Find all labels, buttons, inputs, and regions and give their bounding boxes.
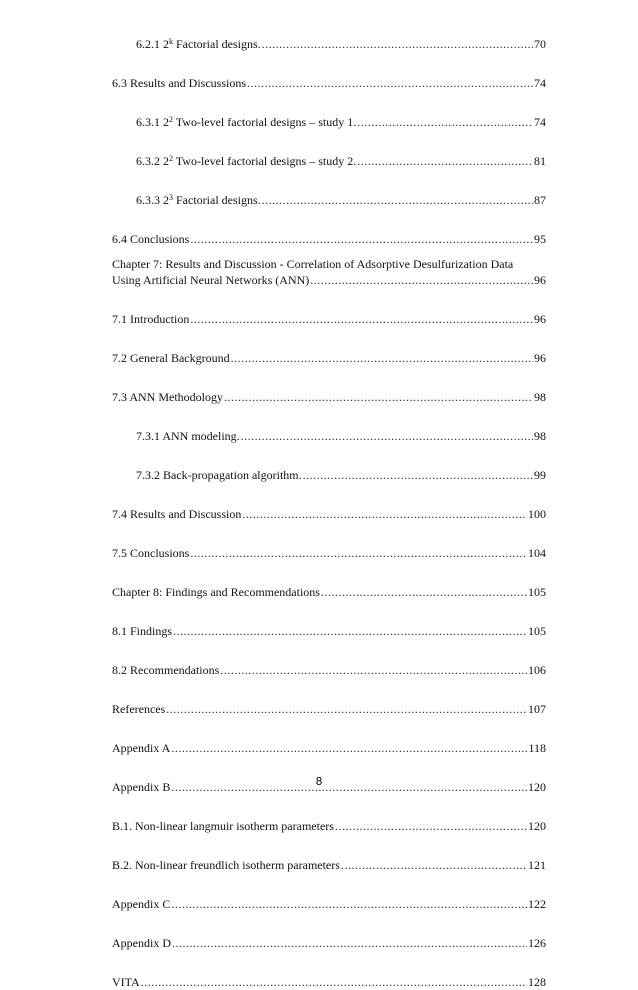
toc-entry[interactable] (112, 350, 546, 366)
dot-leader (241, 428, 533, 444)
dot-leader (190, 231, 533, 247)
dot-leader (172, 935, 527, 951)
toc-entry[interactable] (112, 153, 546, 169)
dot-leader (310, 272, 533, 288)
toc-entry[interactable] (112, 584, 546, 600)
toc-entry-title: 6.3 Results and Discussions (112, 76, 247, 90)
toc-entry-page: 104 (528, 546, 546, 560)
dot-leader (224, 389, 533, 405)
dot-leader (335, 818, 527, 834)
toc-entry-title: 7.4 Results and Discussion (112, 507, 242, 521)
dot-leader (242, 506, 527, 522)
toc-entry-title: B.2. Non-linear freundlich isotherm parameters (112, 858, 340, 872)
toc-entry[interactable] (112, 36, 546, 52)
toc-entry[interactable] (112, 467, 546, 483)
toc-entry[interactable] (112, 75, 546, 91)
toc-entry-page: 107 (528, 702, 546, 716)
dot-leader (357, 153, 533, 169)
toc-entry-page: 81 (534, 154, 546, 168)
dot-leader (190, 311, 533, 327)
toc-entry-page: 96 (534, 273, 546, 287)
toc-entry-number: 6.3.3 2 (136, 193, 169, 207)
dot-leader (247, 75, 533, 91)
toc-entry-page: 99 (534, 468, 546, 482)
toc-entry-number: 6.3.2 2 (136, 154, 169, 168)
toc-entry-title: B.1. Non-linear langmuir isotherm parameters (112, 819, 334, 833)
toc-entry-page: 74 (534, 115, 546, 129)
toc-entry-title (136, 36, 261, 52)
toc-entry-title: 8.2 Recommendations (112, 663, 220, 677)
toc-entry[interactable] (112, 974, 546, 990)
toc-entry-title: 7.2 General Background (112, 351, 230, 365)
toc-entry-superscript: 2 (169, 115, 173, 124)
toc-entry-title: 7.5 Conclusions (112, 546, 190, 560)
toc-entry-title: 7.3.2 Back-propagation algorithm. (136, 468, 302, 482)
toc-entry-title: Appendix D (112, 936, 171, 950)
toc-entry-page: 87 (534, 193, 546, 207)
toc-entry[interactable] (112, 935, 546, 951)
toc-entry[interactable] (112, 545, 546, 561)
toc-entry-title: Appendix C (112, 897, 171, 911)
dot-leader (262, 36, 533, 52)
dot-leader (173, 623, 527, 639)
toc-entry-title (136, 153, 356, 169)
toc-entry-page: 126 (528, 936, 546, 950)
toc-entry-title: Appendix B (112, 780, 171, 794)
toc-entry-page: 74 (534, 76, 546, 90)
toc-entry[interactable] (112, 623, 546, 639)
toc-entry-page: 98 (534, 429, 546, 443)
table-of-contents (112, 36, 546, 990)
toc-entry-page: 96 (534, 312, 546, 326)
toc-entry-title: Appendix A (112, 741, 171, 755)
toc-entry-page: 96 (534, 351, 546, 365)
dot-leader (171, 740, 527, 756)
toc-entry[interactable] (112, 389, 546, 405)
toc-entry-page: 95 (534, 232, 546, 246)
toc-entry[interactable] (112, 428, 546, 444)
toc-entry-superscript: k (169, 37, 173, 46)
toc-entry-page: 105 (528, 624, 546, 638)
dot-leader (166, 701, 527, 717)
toc-entry[interactable] (112, 256, 546, 288)
toc-entry-page: 98 (534, 390, 546, 404)
toc-entry-page: 100 (528, 507, 546, 521)
toc-entry-title: References (112, 702, 166, 716)
toc-entry-page: 106 (528, 663, 546, 677)
toc-entry-text: Two-level factorial designs – study 2. (173, 154, 357, 168)
toc-entry[interactable] (112, 192, 546, 208)
toc-entry-title: VITA (112, 975, 140, 989)
toc-entry-page: 128 (528, 975, 546, 989)
toc-entry-title (136, 114, 356, 130)
dot-leader (231, 350, 533, 366)
toc-entry-number: 6.2.1 2 (136, 37, 169, 51)
dot-leader (341, 857, 527, 873)
toc-entry[interactable] (112, 231, 546, 247)
toc-entry-number: 6.3.1 2 (136, 115, 169, 129)
toc-entry[interactable] (112, 701, 546, 717)
toc-entry-page: 70 (534, 37, 546, 51)
toc-entry[interactable] (112, 662, 546, 678)
toc-entry-text: Factorial designs. (173, 37, 261, 51)
toc-entry-page: 105 (528, 585, 546, 599)
toc-entry-title: 8.1 Findings (112, 624, 173, 638)
dot-leader (303, 467, 533, 483)
toc-entry-title: Using Artificial Neural Networks (ANN) (112, 273, 310, 287)
toc-entry[interactable] (112, 114, 546, 130)
dot-leader (141, 974, 527, 990)
toc-entry-title (136, 192, 261, 208)
toc-entry-page: 120 (528, 819, 546, 833)
toc-entry-title: Chapter 8: Findings and Recommendations (112, 585, 320, 599)
page-number: 8 (315, 775, 323, 788)
toc-entry-title: 7.3 ANN Methodology (112, 390, 223, 404)
toc-entry-page: 118 (528, 741, 546, 755)
toc-entry[interactable] (112, 740, 546, 756)
toc-entry-page: 122 (528, 897, 546, 911)
toc-entry-superscript: 2 (169, 154, 173, 163)
dot-leader (220, 662, 527, 678)
toc-entry-text: Two-level factorial designs – study 1. (173, 115, 357, 129)
toc-entry-title: 7.1 Introduction (112, 312, 190, 326)
toc-entry-page: 120 (528, 780, 546, 794)
toc-entry-title: 6.4 Conclusions (112, 232, 190, 246)
toc-entry-title: 7.3.1 ANN modeling. (136, 429, 240, 443)
toc-entry-title-line1: Chapter 7: Results and Discussion - Correlation of Adsorptive Desulfurization Data (112, 257, 514, 271)
toc-entry[interactable] (112, 896, 546, 912)
toc-entry-page: 121 (528, 858, 546, 872)
toc-entry-text: Factorial designs. (173, 193, 261, 207)
dot-leader (321, 584, 527, 600)
dot-leader (262, 192, 533, 208)
toc-entry[interactable] (112, 818, 546, 834)
toc-entry-superscript: 3 (169, 193, 173, 202)
dot-leader (171, 896, 527, 912)
dot-leader (357, 114, 533, 130)
toc-entry[interactable] (112, 857, 546, 873)
toc-entry[interactable] (112, 506, 546, 522)
dot-leader (190, 545, 527, 561)
toc-entry[interactable] (112, 311, 546, 327)
